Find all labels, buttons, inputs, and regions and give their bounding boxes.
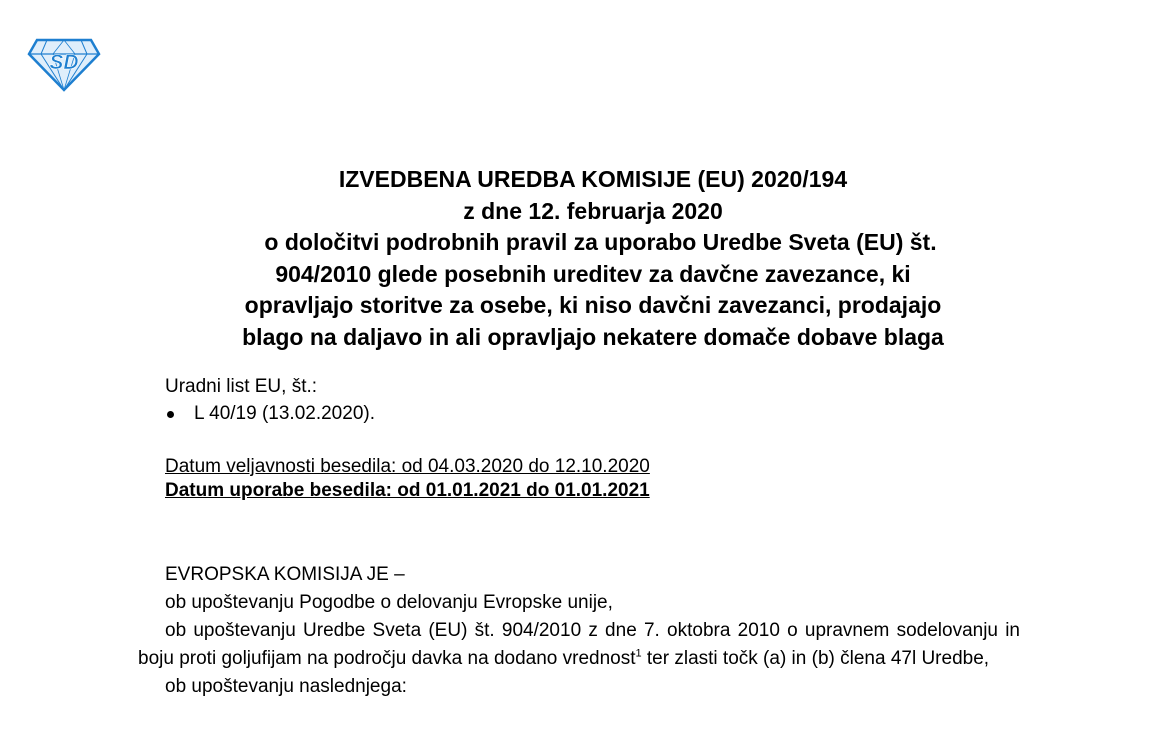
title-line-2: z dne 12. februarja 2020 bbox=[463, 197, 723, 224]
title-line-6: blago na daljavo in ali opravljajo nekatere domače dobave blaga bbox=[242, 323, 944, 350]
publisher-logo bbox=[27, 38, 101, 92]
document-title bbox=[120, 164, 1066, 353]
body-paragraph-3 bbox=[138, 617, 1020, 673]
validity-dates bbox=[165, 455, 650, 503]
official-journal-list bbox=[165, 402, 375, 426]
list-item bbox=[165, 402, 375, 426]
logo-text: SD bbox=[49, 51, 79, 74]
title-line-1: IZVEDBENA UREDBA KOMISIJE (EU) 2020/194 bbox=[338, 166, 848, 192]
body-paragraph-3-tail: ter zlasti točk (a) in (b) člena 47l Uredbe, bbox=[641, 648, 990, 669]
official-journal-label: Uradni list EU, št.: bbox=[165, 376, 318, 397]
footnote-reference[interactable]: 1 bbox=[635, 647, 642, 660]
validity-date-link[interactable]: Datum veljavnosti besedila: od 04.03.2020 do 12.10.2020 bbox=[165, 456, 650, 477]
body-paragraph-2: ob upoštevanju Pogodbe o delovanju Evropske unije, bbox=[165, 592, 613, 613]
body-paragraph-3-text: ob upoštevanju Uredbe Sveta (EU) št. 904/2010 z dne 7. oktobra 2010 o upravnem sodelovanju in boju proti goljufijam na področju davka na dodano vrednost bbox=[138, 620, 1020, 669]
title-line-5: opravljajo storitve za osebe, ki niso davčni zavezanci, prodajajo bbox=[244, 292, 942, 318]
body-paragraph-4: ob upoštevanju naslednjega: bbox=[165, 676, 407, 697]
title-line-4: 904/2010 glede posebnih ureditev za davčne zavezance, ki bbox=[275, 260, 911, 287]
official-journal-reference: L 40/19 (13.02.2020). bbox=[194, 403, 375, 424]
body-paragraph-1: EVROPSKA KOMISIJA JE – bbox=[165, 564, 405, 585]
document-body bbox=[138, 561, 1020, 701]
bullet-icon bbox=[167, 411, 174, 418]
application-date-link[interactable]: Datum uporabe besedila: od 01.01.2021 do 01.01.2021 bbox=[165, 480, 650, 501]
diamond-logo-icon bbox=[27, 38, 101, 92]
title-line-3: o določitvi podrobnih pravil za uporabo Uredbe Sveta (EU) št. bbox=[264, 229, 937, 255]
